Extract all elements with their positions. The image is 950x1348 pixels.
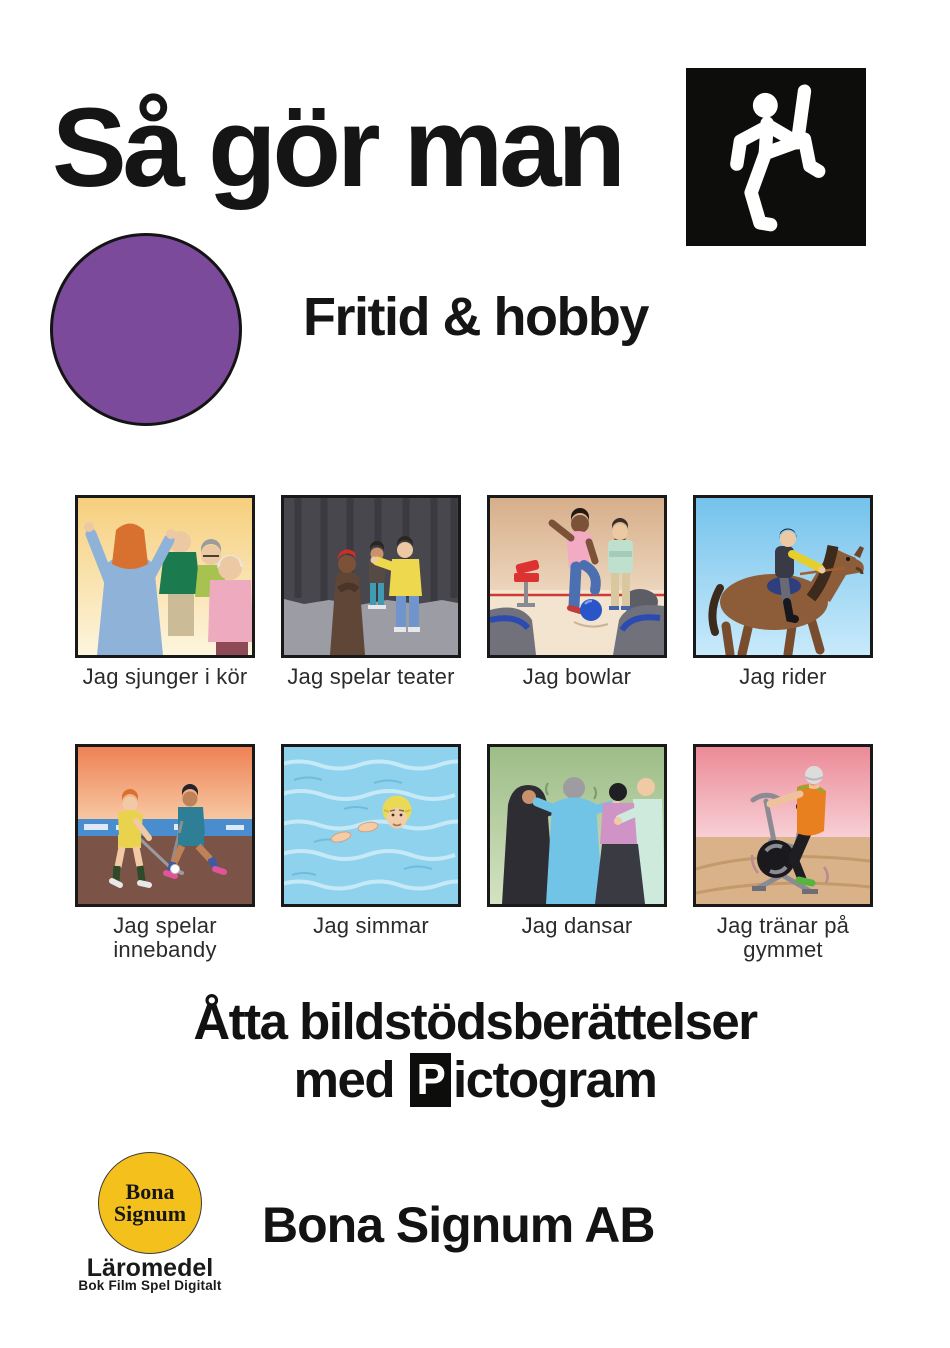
theater-image bbox=[281, 495, 461, 658]
logo-sublabel: Bok Film Spel Digitalt bbox=[78, 1278, 222, 1293]
page-title: Så gör man bbox=[52, 85, 622, 210]
bowling-illustration bbox=[490, 498, 664, 655]
card-floorball bbox=[75, 744, 255, 962]
card-caption: Jag spelar innebandy bbox=[113, 913, 217, 962]
tagline-line1: Åtta bildstödsberättelser bbox=[193, 993, 757, 1050]
pictogram-p-logo: P bbox=[410, 1053, 451, 1107]
horse-riding-image bbox=[693, 495, 873, 658]
dancing-figure-icon bbox=[686, 68, 866, 246]
dancing-illustration bbox=[490, 747, 664, 904]
horse-riding-illustration bbox=[696, 498, 870, 655]
card-gym bbox=[693, 744, 873, 962]
card-caption: Jag bowlar bbox=[522, 664, 632, 689]
tagline-ictogram: ictogram bbox=[452, 1051, 657, 1108]
card-caption: Jag dansar bbox=[521, 913, 633, 938]
category-color-circle bbox=[50, 233, 242, 426]
card-caption: Jag tränar på gymmet bbox=[716, 913, 850, 962]
card-theater bbox=[281, 495, 461, 689]
card-row-2 bbox=[75, 744, 873, 962]
bowling-image bbox=[487, 495, 667, 658]
publisher-name: Bona Signum AB bbox=[262, 1197, 655, 1253]
card-caption: Jag spelar teater bbox=[287, 664, 455, 689]
choir-image bbox=[75, 495, 255, 658]
gym-illustration bbox=[696, 747, 870, 904]
logo-label: Läromedel bbox=[86, 1254, 214, 1282]
tagline-med: med bbox=[293, 1051, 394, 1108]
bona-signum-logo bbox=[98, 1152, 202, 1254]
tagline-line2 bbox=[0, 1050, 950, 1109]
category-title: Fritid & hobby bbox=[303, 287, 648, 347]
logo-text-line1: Bona bbox=[125, 1179, 175, 1204]
card-horse-riding bbox=[693, 495, 873, 689]
swimming-image bbox=[281, 744, 461, 907]
card-caption: Jag rider bbox=[739, 664, 827, 689]
floorball-illustration bbox=[78, 747, 252, 904]
card-dancing bbox=[487, 744, 667, 962]
card-swimming bbox=[281, 744, 461, 962]
dancing-image bbox=[487, 744, 667, 907]
choir-illustration bbox=[78, 498, 252, 655]
card-caption: Jag simmar bbox=[313, 913, 429, 938]
theater-illustration bbox=[284, 498, 458, 655]
card-caption: Jag sjunger i kör bbox=[82, 664, 248, 689]
floorball-image bbox=[75, 744, 255, 907]
card-choir bbox=[75, 495, 255, 689]
swimming-illustration bbox=[284, 747, 458, 904]
card-row-1 bbox=[75, 495, 873, 689]
card-bowling bbox=[487, 495, 667, 689]
logo-text-line2: Signum bbox=[113, 1201, 187, 1226]
pictogram-header-box bbox=[686, 68, 866, 246]
gym-image bbox=[693, 744, 873, 907]
